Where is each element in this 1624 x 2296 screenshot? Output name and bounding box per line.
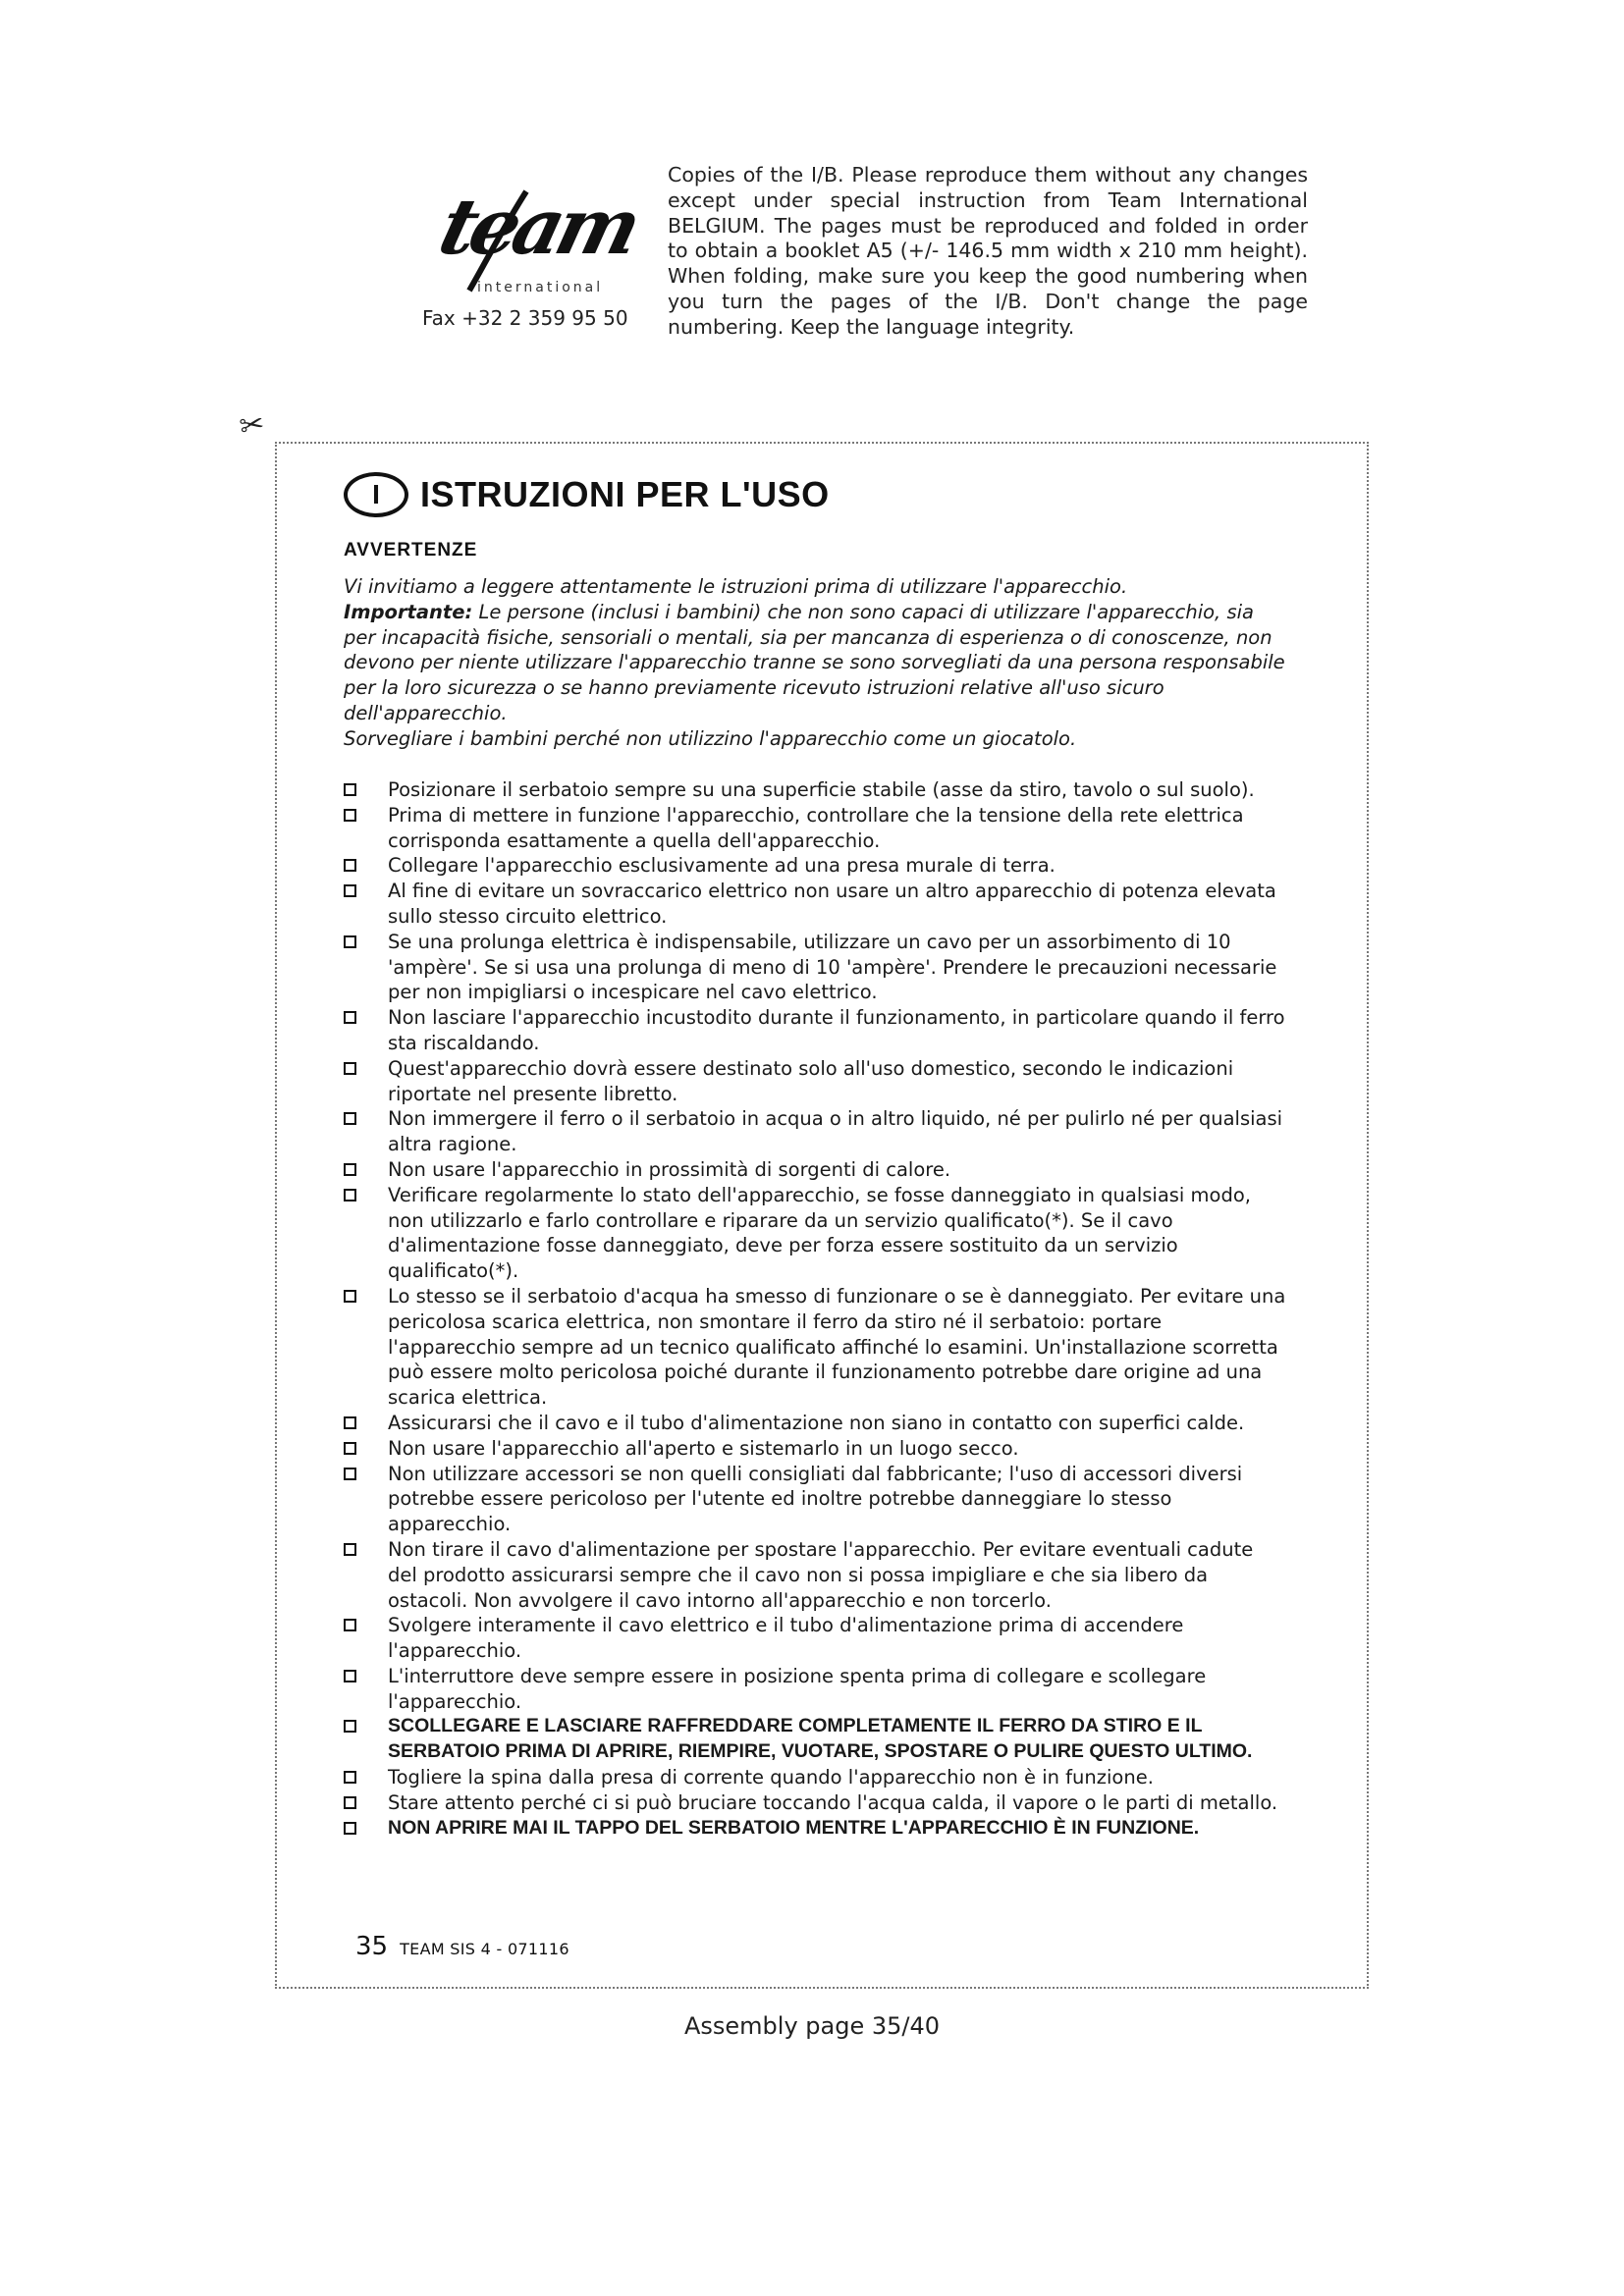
- checkbox-bullet-icon: [344, 1543, 356, 1556]
- list-item: [344, 1056, 1286, 1107]
- page-number: 35: [355, 1932, 389, 1961]
- checkbox-bullet-icon: [344, 1062, 356, 1075]
- checkbox-bullet-icon: [344, 1442, 356, 1455]
- checkbox-bullet-icon: [344, 1822, 356, 1835]
- list-item: [344, 1613, 1286, 1664]
- list-item: [344, 1790, 1286, 1816]
- list-item: [344, 1436, 1286, 1462]
- checkbox-bullet-icon: [344, 809, 356, 822]
- list-item: [344, 1183, 1286, 1284]
- list-item: [344, 879, 1286, 930]
- list-item-text: Collegare l'apparecchio esclusivamente ad una presa murale di terra.: [388, 854, 1056, 878]
- list-item: [344, 803, 1286, 854]
- list-item-text: Al fine di evitare un sovraccarico elettrico non usare un altro apparecchio di potenza elevata sullo stesso circuito elettrico.: [388, 880, 1276, 928]
- list-item: [344, 1714, 1286, 1765]
- list-item-text: SCOLLEGARE E LASCIARE RAFFREDDARE COMPLETAMENTE IL FERRO DA STIRO E IL SERBATOIO PRIMA DI APRIRE, RIEMPIRE, VUOTARE, SPOSTARE O PULIRE QUESTO ULTIMO.: [388, 1715, 1253, 1763]
- list-item: [344, 1537, 1286, 1613]
- checkbox-bullet-icon: [344, 1416, 356, 1429]
- fax-number: Fax +32 2 359 95 50: [422, 306, 628, 330]
- list-item: [344, 1157, 1286, 1183]
- checkbox-bullet-icon: [344, 859, 356, 872]
- important-text: Le persone (inclusi i bambini) che non sono capaci di utilizzare l'apparecchio, sia per incapacità fisiche, sensoriali o mentali, sia per mancanza di esperienza o di conoscenze, non devono per niente utilizzare l'apparecchio tranne se sono sorvegliati da una persona responsabile per la loro sicurezza o se hanno previamente ricevuto istruzioni relative all'uso sicuro dell'apparecchio.: [344, 600, 1285, 724]
- list-item: [344, 1816, 1286, 1842]
- checkbox-bullet-icon: [344, 1468, 356, 1480]
- list-item: [344, 777, 1286, 803]
- list-item: [344, 1664, 1286, 1715]
- logo-wordmark: team: [430, 183, 645, 272]
- checkbox-bullet-icon: [344, 1796, 356, 1809]
- checkbox-bullet-icon: [344, 1011, 356, 1024]
- checkbox-bullet-icon: [344, 1619, 356, 1631]
- checkbox-bullet-icon: [344, 935, 356, 948]
- checkbox-bullet-icon: [344, 1290, 356, 1303]
- list-item: [344, 1284, 1286, 1411]
- scissors-icon: ✂: [237, 406, 267, 445]
- list-item-text: Svolgere interamente il cavo elettrico e il tubo d'alimentazione prima di accendere l'apparecchio.: [388, 1614, 1184, 1663]
- list-item: [344, 1765, 1286, 1790]
- list-item-text: Non tirare il cavo d'alimentazione per spostare l'apparecchio. Per evitare eventuali cadute del prodotto assicurarsi sempre che il cavo non si possa impigliare e che sia libero da ostacoli. Non avvolgere il cavo intorno all'apparecchio e non torcerlo.: [388, 1537, 1254, 1612]
- important-note: [344, 600, 1286, 726]
- list-item-text: Se una prolunga elettrica è indispensabile, utilizzare un cavo per un assorbimento di 10 'ampère'. Se si usa una prolunga di meno di 10 'ampère'. Prendere le precauzioni necessarie per non impigliarsi o incespicare nel cavo elettrico.: [388, 930, 1277, 1004]
- list-item-text: Quest'apparecchio dovrà essere destinato solo all'uso domestico, secondo le indicazioni riportate nel presente libretto.: [388, 1056, 1234, 1105]
- list-item: [344, 1005, 1286, 1056]
- list-item-text: Non usare l'apparecchio all'aperto e sistemarlo in un luogo secco.: [388, 1436, 1019, 1460]
- list-item: [344, 1411, 1286, 1436]
- list-item-text: Lo stesso se il serbatoio d'acqua ha smesso di funzionare o se è danneggiato. Per evitare una pericolosa scarica elettrica, non smontare il ferro da stiro né il serbatoio: portare l'apparecchio sempre ad un tecnico qualificato affinché lo esamini. Un'installazione scorretta può essere molto pericolosa poiché durante il funzionamento potrebbe dare origine ad una scarica elettrica.: [388, 1284, 1286, 1410]
- checkbox-bullet-icon: [344, 1112, 356, 1125]
- checkbox-bullet-icon: [344, 783, 356, 796]
- list-item-text: Togliere la spina dalla presa di corrente quando l'apparecchio non è in funzione.: [388, 1766, 1154, 1789]
- page-title: [344, 467, 830, 522]
- intro-line: Vi invitiamo a leggere attentamente le istruzioni prima di utilizzare l'apparecchio.: [344, 575, 1128, 598]
- list-item-text: Verificare regolarmente lo stato dell'apparecchio, se fosse danneggiato in qualsiasi modo, non utilizzarlo e farlo controllare e riparare da un servizio qualificato(*). Se il cavo d'alimentazione fosse danneggiato, deve per forza essere sostituito da un servizio qualificato(*).: [388, 1183, 1251, 1283]
- intro-paragraph: [344, 574, 1286, 752]
- checkbox-bullet-icon: [344, 1720, 356, 1733]
- language-badge: I: [344, 472, 408, 517]
- list-item-text: Non usare l'apparecchio in prossimità di sorgenti di calore.: [388, 1157, 951, 1181]
- assembly-page-label: Assembly page 35/40: [683, 2012, 941, 2040]
- important-label: Importante:: [344, 600, 473, 623]
- checkbox-bullet-icon: [344, 1189, 356, 1201]
- list-item-text: Non lasciare l'apparecchio incustodito durante il funzionamento, in particolare quando il ferro sta riscaldando.: [388, 1006, 1285, 1054]
- supervision-note: Sorvegliare i bambini perché non utilizzino l'apparecchio come un giocatolo.: [344, 726, 1077, 750]
- warnings-list: [344, 777, 1286, 1841]
- list-item-text: Stare attento perché ci si può bruciare toccando l'acqua calda, il vapore o le parti di metallo.: [388, 1790, 1278, 1814]
- list-item: [344, 1106, 1286, 1157]
- list-item: [344, 1462, 1286, 1537]
- list-item-text: Non utilizzare accessori se non quelli consigliati dal fabbricante; l'uso di accessori diversi potrebbe essere pericoloso per l'utente ed inoltre potrebbe danneggiare lo stesso apparecchio.: [388, 1462, 1243, 1536]
- list-item-text: NON APRIRE MAI IL TAPPO DEL SERBATOIO MENTRE L'APPARECCHIO È IN FUNZIONE.: [388, 1816, 1200, 1839]
- model-code: TEAM SIS 4 - 071116: [400, 1940, 569, 1958]
- checkbox-bullet-icon: [344, 884, 356, 897]
- reproduction-instructions: Copies of the I/B. Please reproduce them without any changes except under special instruction from Team International BELGIUM. The pages must be reproduced and folded in order to obtain a booklet A5 (+/- 146.5 mm width x 210 mm height). When folding, make sure you keep the good numbering when you turn the pages of the I/B. Don't change the page numbering. Keep the language integrity.: [668, 163, 1308, 339]
- title-text: ISTRUZIONI PER L'USO: [420, 474, 830, 514]
- page-footer: [355, 1932, 569, 1961]
- list-item-text: Prima di mettere in funzione l'apparecchio, controllare che la tensione della rete elettrica corrisponda esattamente a quella dell'apparecchio.: [388, 803, 1244, 852]
- list-item: [344, 853, 1286, 879]
- list-item-text: Assicurarsi che il cavo e il tubo d'alimentazione non siano in contatto con superfici calde.: [388, 1411, 1245, 1434]
- list-item: [344, 930, 1286, 1005]
- list-item-text: Posizionare il serbatoio sempre su una superficie stabile (asse da stiro, tavolo o sul suolo).: [388, 778, 1255, 801]
- logo-subtext: international: [477, 280, 604, 295]
- checkbox-bullet-icon: [344, 1163, 356, 1176]
- team-logo: [412, 182, 645, 299]
- section-heading: AVVERTENZE: [344, 540, 478, 561]
- checkbox-bullet-icon: [344, 1771, 356, 1784]
- checkbox-bullet-icon: [344, 1670, 356, 1682]
- list-item-text: Non immergere il ferro o il serbatoio in acqua o in altro liquido, né per pulirlo né per qualsiasi altra ragione.: [388, 1107, 1283, 1156]
- list-item-text: L'interruttore deve sempre essere in posizione spenta prima di collegare e scollegare l'apparecchio.: [388, 1664, 1207, 1713]
